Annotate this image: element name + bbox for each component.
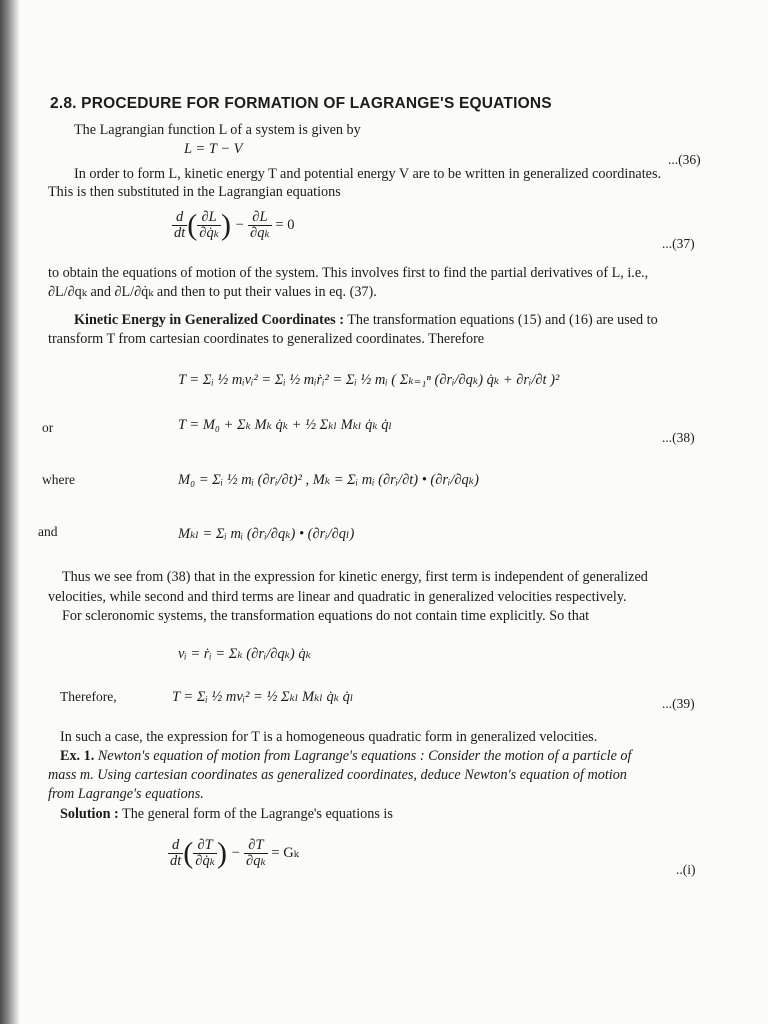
paragraph-3-line-1: to obtain the equations of motion of the system. This involves first to find the partial derivatives of L, i.e., bbox=[48, 265, 649, 281]
example-label: Ex. 1. bbox=[60, 748, 95, 764]
kinetic-energy-title: Kinetic Energy in Generalized Coordinates : bbox=[74, 312, 344, 328]
and-label: and bbox=[38, 524, 58, 539]
equation-36: L = T − V bbox=[184, 141, 243, 157]
paragraph-3-line-2: ∂L/∂qₖ and ∂L/∂q̇ₖ and then to put their values in eq. (37). bbox=[48, 284, 377, 300]
eqi-d-dt: $\frac{d}{dt}$ bbox=[170, 837, 182, 869]
eq37-d-dt: $\frac{d}{dt}$ bbox=[174, 209, 186, 241]
solution-text: The general form of the Lagrange's equations is bbox=[122, 806, 393, 822]
kinetic-energy-text: The transformation equations (15) and (16) are used to bbox=[347, 312, 658, 328]
or-label: or bbox=[42, 420, 54, 435]
equation-T-expansion: T = Σᵢ ½ mᵢvᵢ² = Σᵢ ½ mᵢṙᵢ² = Σᵢ ½ mᵢ ( Σₖ₌₁ⁿ (∂rᵢ/∂qₖ) q̇ₖ + ∂rᵢ/∂t )² bbox=[178, 372, 560, 388]
paragraph-2-line-1: In order to form L, kinetic energy T and potential energy V are to be written in generalized coordinates. bbox=[74, 166, 662, 182]
paragraph-4-line-1: Thus we see from (38) that in the expression for kinetic energy, first term is independent of generalized bbox=[62, 569, 648, 585]
equation-number-i: ..(i) bbox=[676, 862, 696, 877]
equation-i: $\frac{d}{dt}$ ( $\frac{\partial T}{\text{∂q̇ₖ}}$ ) − $\frac{\partial T}{\text{∂qₖ}}$ = Gₖ bbox=[170, 836, 299, 870]
equation-Mkl: Mₖₗ = Σᵢ mᵢ (∂rᵢ/∂qₖ) • (∂rᵢ/∂qₗ) bbox=[178, 526, 355, 542]
solution-label: Solution : bbox=[60, 806, 119, 822]
equation-number-39: ...(39) bbox=[662, 696, 695, 711]
equation-number-37: ...(37) bbox=[662, 236, 695, 251]
solution-line bbox=[60, 805, 393, 824]
eq37-dL-dqdot: $\frac{\partial L}{\text{∂q̇ₖ}}$ bbox=[199, 209, 219, 241]
equation-38: T = M₀ + Σₖ Mₖ q̇ₖ + ½ Σₖₗ Mₖₗ q̇ₖ q̇ₗ bbox=[178, 417, 393, 433]
kinetic-energy-paragraph bbox=[74, 311, 658, 330]
where-label: where bbox=[42, 472, 75, 487]
example-1-line-2: mass m. Using cartesian coordinates as generalized coordinates, deduce Newton's equation of motion bbox=[48, 767, 627, 783]
equation-37: $\frac{d}{dt}$ ( $\frac{\partial L}{\text{∂q̇ₖ}}$ ) − $\frac{\partial L}{\text{∂qₖ}}$ = 0 bbox=[174, 208, 295, 242]
example-1-line-3: from Lagrange's equations. bbox=[48, 786, 204, 802]
eq37-dL-dq: $\frac{\partial L}{\text{∂qₖ}}$ bbox=[250, 209, 270, 241]
eqi-dT-dq: $\frac{\partial T}{\text{∂qₖ}}$ bbox=[246, 837, 266, 869]
paragraph-6: In such a case, the expression for T is a homogeneous quadratic form in generalized velocities. bbox=[60, 729, 598, 745]
example-1-line-1 bbox=[60, 747, 702, 766]
section-heading: 2.8. PROCEDURE FOR FORMATION OF LAGRANGE'S EQUATIONS bbox=[50, 95, 552, 112]
therefore-label: Therefore, bbox=[60, 689, 117, 704]
equation-number-36: ...(36) bbox=[668, 152, 701, 167]
intro-text: The Lagrangian function L of a system is given by bbox=[74, 122, 361, 138]
paragraph-2-line-2: This is then substituted in the Lagrangian equations bbox=[48, 184, 341, 200]
equation-39: T = Σᵢ ½ mvᵢ² = ½ Σₖₗ Mₖₗ q̇ₖ q̇ₗ bbox=[172, 689, 354, 705]
paragraph-5: For scleronomic systems, the transformation equations do not contain time explicitly. So that bbox=[62, 608, 590, 624]
paragraph-4-line-2: velocities, while second and third terms are linear and quadratic in generalized velocities respectively. bbox=[48, 589, 627, 605]
equation-M0-Mk: M₀ = Σᵢ ½ mᵢ (∂rᵢ/∂t)² , Mₖ = Σᵢ mᵢ (∂rᵢ/∂t) • (∂rᵢ/∂qₖ) bbox=[178, 472, 479, 488]
equation-number-38: ...(38) bbox=[662, 430, 695, 445]
eqi-dT-dqdot: $\frac{\partial T}{\text{∂q̇ₖ}}$ bbox=[195, 837, 215, 869]
example-1-title: Newton's equation of motion from Lagrange's equations : Consider the motion of a particle of bbox=[97, 748, 632, 764]
kinetic-energy-line-2: transform T from cartesian coordinates to generalized coordinates. Therefore bbox=[48, 331, 485, 347]
equation-velocity: vᵢ = ṙᵢ = Σₖ (∂rᵢ/∂qₖ) q̇ₖ bbox=[178, 646, 311, 662]
